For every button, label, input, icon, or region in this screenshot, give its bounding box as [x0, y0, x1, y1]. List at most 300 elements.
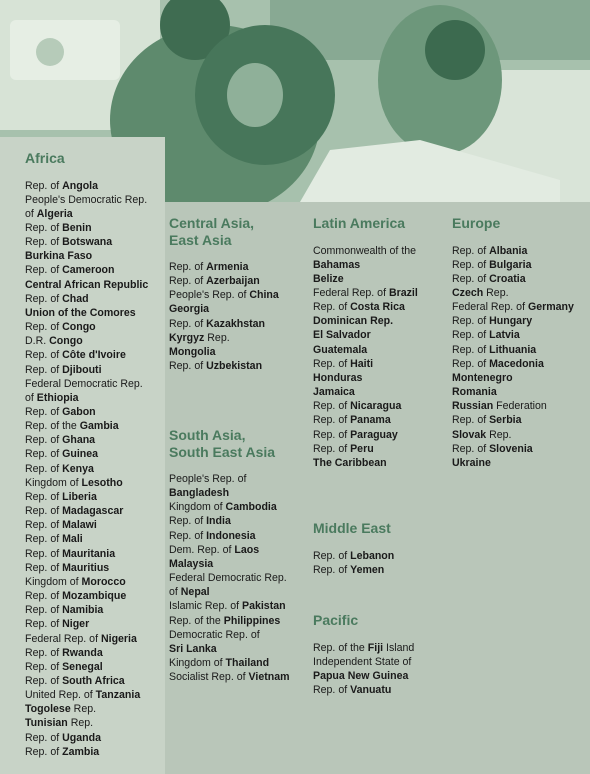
country-entry	[25, 462, 148, 476]
region-heading-latin-america: Latin America	[313, 215, 406, 231]
country-name: Serbia	[489, 414, 522, 427]
country-entry	[25, 603, 148, 617]
country-prefix: Rep. of	[25, 448, 63, 461]
country-entry	[25, 433, 148, 447]
country-prefix: Rep. of	[452, 272, 490, 285]
country-name: Fiji	[367, 641, 384, 654]
country-entry	[452, 328, 574, 342]
country-entry	[313, 357, 418, 371]
country-list	[313, 549, 394, 577]
country-entry	[452, 272, 574, 286]
country-entry	[313, 442, 418, 456]
country-name: Uzbekistan	[206, 360, 263, 373]
country-entry	[25, 334, 148, 348]
country-prefix: Rep. of	[25, 505, 63, 518]
country-suffix: Rep.	[483, 286, 509, 299]
country-name: China	[249, 289, 279, 302]
country-name: Niger	[62, 618, 90, 631]
country-prefix: of	[169, 586, 181, 599]
country-prefix: Rep. of the	[25, 420, 80, 433]
country-entry	[25, 716, 148, 730]
country-name: Angola	[62, 179, 99, 192]
country-name: Togolese	[25, 703, 71, 716]
country-prefix: of	[25, 207, 37, 220]
country-name: Albania	[489, 244, 528, 257]
country-entry	[169, 670, 290, 684]
country-entry	[25, 589, 148, 603]
country-suffix: Rep.	[486, 428, 512, 441]
country-entry	[169, 302, 279, 316]
country-prefix: Rep. of	[169, 360, 207, 373]
country-entry	[25, 447, 148, 461]
country-name: South Africa	[62, 674, 125, 687]
region-heading-europe: Europe	[452, 215, 501, 231]
country-name: Djibouti	[62, 363, 102, 376]
country-name: Gabon	[62, 406, 96, 418]
country-entry	[452, 343, 574, 357]
country-entry	[25, 731, 148, 745]
country-entry	[25, 575, 148, 589]
country-list	[313, 244, 418, 471]
country-name: Ethiopia	[36, 391, 79, 404]
country-name: Dominican Rep.	[313, 315, 394, 328]
country-prefix: Rep. of	[313, 301, 351, 314]
country-entry	[313, 300, 418, 314]
country-name: Burkina Faso	[25, 250, 93, 263]
country-entry	[25, 249, 148, 263]
country-prefix: Independent State of	[313, 655, 412, 668]
country-prefix: Rep. of	[25, 292, 63, 305]
country-entry	[169, 274, 279, 288]
country-name: Peru	[350, 442, 374, 455]
country-entry	[25, 377, 148, 391]
country-entry	[25, 504, 148, 518]
country-entry	[313, 371, 418, 385]
country-entry	[313, 258, 418, 272]
country-prefix: Rep. of	[169, 529, 207, 542]
country-name: Jamaica	[313, 386, 355, 399]
country-entry	[25, 561, 148, 575]
country-prefix: Rep. of the	[313, 641, 368, 654]
country-entry	[25, 193, 148, 207]
country-prefix: Rep. of	[169, 261, 207, 273]
country-entry	[25, 419, 148, 433]
region-heading-central-asia: Central Asia, East Asia	[169, 215, 255, 248]
country-list	[25, 179, 148, 759]
country-prefix: Federal Rep. of	[25, 632, 101, 645]
country-name: Mauritania	[62, 547, 116, 560]
country-name: Georgia	[169, 303, 210, 316]
country-entry	[25, 490, 148, 504]
country-name: The Caribbean	[313, 456, 387, 469]
country-entry	[169, 557, 290, 571]
country-name: Congo	[62, 321, 96, 334]
country-name: Laos	[234, 543, 260, 556]
country-prefix: Rep. of	[25, 406, 63, 418]
country-prefix: Rep. of	[452, 357, 490, 370]
country-entry	[25, 617, 148, 631]
country-name: Tunisian	[25, 717, 68, 730]
country-name: Czech	[452, 286, 484, 299]
region-heading-south-asia: South Asia, South East Asia	[169, 427, 276, 460]
region-heading-middle-east: Middle East	[313, 520, 391, 536]
country-name: Lebanon	[350, 549, 395, 562]
country-entry	[25, 745, 148, 759]
country-name: Belize	[313, 272, 344, 285]
country-prefix: Rep. of	[25, 434, 63, 447]
country-name: Kyrgyz	[169, 331, 205, 344]
country-list	[169, 260, 279, 373]
country-name: Bahamas	[313, 258, 361, 271]
country-entry	[25, 518, 148, 532]
country-entry	[25, 363, 148, 377]
country-prefix: Rep. of	[25, 533, 63, 546]
country-name: Nicaragua	[350, 400, 402, 413]
country-name: Armenia	[206, 261, 249, 273]
country-name: Cameroon	[62, 264, 115, 277]
country-name: Central African Republic	[25, 278, 149, 291]
country-suffix: Federation	[493, 400, 547, 413]
country-prefix: United Rep. of	[25, 689, 96, 702]
country-name: Gambia	[79, 420, 119, 433]
country-entry	[169, 614, 290, 628]
country-name: Guinea	[62, 448, 99, 461]
country-entry	[169, 317, 279, 331]
country-name: Indonesia	[206, 529, 256, 542]
country-prefix: Rep. of	[313, 400, 351, 413]
country-prefix: Rep. of	[25, 561, 63, 574]
region-africa	[25, 150, 148, 759]
country-entry	[452, 286, 574, 300]
country-prefix: Rep. of	[25, 363, 63, 376]
country-prefix: Commonwealth of the	[313, 244, 417, 257]
country-prefix: Rep. of	[313, 442, 351, 455]
country-entry	[313, 456, 418, 470]
country-entry	[169, 288, 279, 302]
country-entry	[452, 371, 574, 385]
country-prefix: Rep. of	[452, 343, 490, 356]
country-prefix: Rep. of	[313, 683, 351, 696]
country-prefix: Rep. of	[25, 236, 63, 249]
country-name: Romania	[452, 386, 497, 399]
country-prefix: Federal Rep. of	[452, 301, 528, 314]
country-prefix: Kingdom of	[25, 575, 82, 588]
country-name: Costa Rica	[350, 301, 405, 314]
country-prefix: D.R.	[25, 335, 50, 348]
country-prefix: Rep. of	[25, 321, 63, 334]
country-entry	[313, 244, 418, 258]
region-latin-america	[313, 215, 418, 470]
country-entry	[452, 314, 574, 328]
country-entry	[25, 646, 148, 660]
country-prefix: Rep. of	[169, 515, 207, 528]
country-entry	[313, 314, 418, 328]
country-entry	[25, 348, 148, 362]
country-name: Papua New Guinea	[313, 669, 409, 682]
country-entry	[25, 532, 148, 546]
country-prefix: Rep. of	[25, 264, 63, 277]
country-entry	[25, 547, 148, 561]
country-name: Mali	[62, 533, 83, 546]
country-prefix: Rep. of	[452, 329, 490, 342]
country-prefix: of	[25, 391, 37, 404]
country-entry	[313, 683, 414, 697]
country-entry	[25, 263, 148, 277]
country-entry	[169, 345, 279, 359]
country-name: Yemen	[350, 563, 385, 576]
country-prefix: Rep. of	[25, 745, 63, 758]
country-name: Liberia	[62, 490, 97, 503]
country-name: India	[206, 515, 231, 528]
country-entry	[452, 442, 574, 456]
country-name: Guatemala	[313, 343, 368, 356]
country-name: Côte d'Ivoire	[62, 349, 126, 362]
country-name: Brazil	[388, 286, 418, 299]
region-middle-east	[313, 520, 394, 577]
country-prefix: Rep. of	[25, 547, 63, 560]
country-entry	[313, 428, 418, 442]
country-entry	[452, 244, 574, 258]
country-entry	[25, 278, 148, 292]
country-entry	[25, 632, 148, 646]
country-name: Lithuania	[489, 343, 537, 356]
country-entry	[25, 688, 148, 702]
country-prefix: Rep. of	[313, 563, 351, 576]
country-list	[169, 472, 290, 684]
country-name: Pakistan	[242, 600, 286, 613]
country-name: Senegal	[62, 660, 103, 673]
country-prefix: Rep. of the	[169, 614, 224, 627]
country-name: Slovenia	[489, 442, 533, 455]
country-prefix: Rep. of	[25, 462, 63, 475]
country-entry	[452, 385, 574, 399]
region-south-asia	[169, 427, 290, 684]
country-name: Mauritius	[62, 561, 110, 574]
country-name: Vietnam	[248, 671, 290, 684]
country-entry	[25, 306, 148, 320]
country-name: Thailand	[225, 657, 270, 670]
country-entry	[313, 669, 414, 683]
country-entry	[25, 405, 148, 419]
country-name: Latvia	[489, 329, 520, 342]
region-pacific	[313, 612, 414, 697]
region-heading-pacific: Pacific	[313, 612, 359, 628]
country-name: Chad	[62, 292, 89, 305]
country-prefix: Rep. of	[25, 618, 63, 631]
country-entry	[169, 628, 290, 642]
country-name: Montenegro	[452, 371, 513, 384]
country-name: Tanzania	[95, 689, 141, 702]
country-list	[452, 244, 574, 471]
country-prefix: Rep. of	[25, 490, 63, 503]
country-name: Nepal	[180, 586, 210, 599]
country-entry	[313, 413, 418, 427]
country-prefix: Rep. of	[25, 604, 63, 617]
country-prefix: Rep. of	[25, 674, 63, 687]
country-entry	[452, 413, 574, 427]
country-prefix: Rep. of	[452, 244, 490, 257]
country-prefix: People's Rep. of	[169, 289, 250, 302]
country-name: Russian	[452, 400, 494, 413]
country-name: Algeria	[36, 207, 73, 220]
region-heading-africa: Africa	[25, 150, 65, 166]
country-entry	[313, 286, 418, 300]
country-entry	[25, 179, 148, 193]
country-suffix: Island	[383, 641, 415, 654]
country-name: Namibia	[62, 604, 104, 617]
country-prefix: Rep. of	[25, 731, 63, 744]
country-entry	[313, 655, 414, 669]
country-name: Botswana	[62, 236, 113, 249]
country-name: Honduras	[313, 371, 363, 384]
country-entry	[25, 674, 148, 688]
country-entry	[313, 563, 394, 577]
country-entry	[25, 221, 148, 235]
country-prefix: Rep. of	[25, 660, 63, 673]
country-name: Hungary	[489, 315, 533, 328]
country-prefix: Rep. of	[313, 549, 351, 562]
country-entry	[25, 320, 148, 334]
country-prefix: Democratic Rep. of	[169, 628, 260, 641]
country-entry	[169, 260, 279, 274]
region-europe	[452, 215, 574, 470]
country-prefix: Rep. of	[452, 414, 490, 427]
country-prefix: Rep. of	[169, 275, 207, 288]
country-entry	[313, 272, 418, 286]
country-prefix: Islamic Rep. of	[169, 600, 243, 613]
country-entry	[313, 549, 394, 563]
country-prefix: Federal Rep. of	[313, 286, 389, 299]
country-entry	[25, 702, 148, 716]
country-prefix: Rep. of	[169, 317, 207, 330]
country-entry	[169, 543, 290, 557]
country-suffix: Rep.	[70, 703, 97, 716]
country-entry	[169, 359, 279, 373]
country-entry	[169, 514, 290, 528]
country-prefix: Federal Democratic Rep.	[169, 572, 287, 585]
country-prefix: Dem. Rep. of	[169, 543, 235, 556]
country-prefix: Kingdom of	[169, 501, 226, 514]
country-name: Malawi	[62, 519, 97, 532]
country-name: Ghana	[62, 434, 96, 447]
country-prefix: Rep. of	[25, 221, 63, 234]
country-name: Nigeria	[100, 632, 137, 645]
country-entry	[169, 585, 290, 599]
country-entry	[452, 258, 574, 272]
country-entry	[313, 399, 418, 413]
country-prefix: Federal Democratic Rep.	[25, 377, 143, 390]
country-name: Vanuatu	[350, 683, 392, 696]
country-entry	[169, 571, 290, 585]
country-entry	[452, 300, 574, 314]
country-entry	[25, 235, 148, 249]
country-entry	[25, 292, 148, 306]
country-name: Union of the Comores	[25, 306, 136, 319]
country-name: Zambia	[62, 745, 100, 758]
country-name: Bulgaria	[489, 258, 532, 271]
country-prefix: Kingdom of	[25, 476, 82, 489]
country-entry	[169, 656, 290, 670]
country-prefix: Rep. of	[313, 414, 351, 427]
country-name: Germany	[527, 301, 574, 314]
country-name: Croatia	[489, 272, 526, 285]
country-name: Morocco	[81, 575, 126, 588]
country-entry	[313, 385, 418, 399]
country-entry	[169, 500, 290, 514]
country-prefix: Rep. of	[25, 590, 63, 603]
country-name: Paraguay	[350, 428, 398, 441]
country-entry	[25, 660, 148, 674]
country-prefix: Rep. of	[313, 428, 351, 441]
country-prefix: Socialist Rep. of	[169, 671, 249, 684]
country-entry	[452, 357, 574, 371]
country-prefix: Rep. of	[25, 646, 63, 659]
country-entry	[313, 641, 414, 655]
country-name: El Salvador	[313, 329, 371, 342]
country-prefix: Rep. of	[313, 357, 351, 370]
country-prefix: People's Democratic Rep.	[25, 193, 148, 206]
country-name: Philippines	[223, 614, 281, 627]
country-name: Mongolia	[169, 345, 216, 358]
country-prefix: Rep. of	[25, 349, 63, 362]
country-entry	[169, 599, 290, 613]
country-prefix: Rep. of	[452, 258, 490, 271]
country-name: Kazakhstan	[206, 317, 265, 330]
country-name: Mozambique	[62, 590, 127, 603]
country-entry	[452, 428, 574, 442]
country-entry	[169, 331, 279, 345]
country-name: Kenya	[62, 462, 94, 475]
country-list	[313, 641, 414, 698]
country-entry	[25, 391, 148, 405]
country-name: Ukraine	[452, 456, 491, 469]
country-name: Madagascar	[62, 505, 124, 518]
country-prefix: Rep. of	[25, 179, 63, 192]
country-suffix: Rep.	[204, 331, 230, 344]
country-entry	[25, 207, 148, 221]
country-name: Lesotho	[81, 476, 123, 489]
country-name: Sri Lanka	[169, 642, 217, 655]
country-name: Cambodia	[225, 501, 277, 514]
country-entry	[169, 472, 290, 486]
country-prefix: Rep. of	[452, 442, 490, 455]
country-entry	[169, 642, 290, 656]
country-entry	[452, 399, 574, 413]
country-suffix: Rep.	[67, 717, 94, 730]
country-name: Bangladesh	[169, 487, 230, 500]
country-prefix: People's Rep. of	[169, 473, 247, 485]
country-name: Panama	[350, 414, 391, 427]
country-prefix: Kingdom of	[169, 657, 226, 670]
region-central-asia	[169, 215, 279, 373]
country-prefix: Rep. of	[452, 315, 490, 328]
country-name: Rwanda	[62, 646, 103, 659]
country-entry	[313, 328, 418, 342]
country-name: Macedonia	[489, 357, 544, 370]
country-entry	[25, 476, 148, 490]
country-name: Uganda	[62, 731, 101, 744]
country-prefix: Rep. of	[25, 519, 63, 532]
country-entry	[313, 343, 418, 357]
country-name: Benin	[62, 221, 92, 234]
country-name: Haiti	[350, 357, 374, 370]
country-entry	[169, 529, 290, 543]
country-entry	[169, 486, 290, 500]
country-name: Azerbaijan	[206, 275, 260, 288]
country-name: Malaysia	[169, 557, 214, 570]
country-entry	[452, 456, 574, 470]
country-name: Slovak	[452, 428, 487, 441]
